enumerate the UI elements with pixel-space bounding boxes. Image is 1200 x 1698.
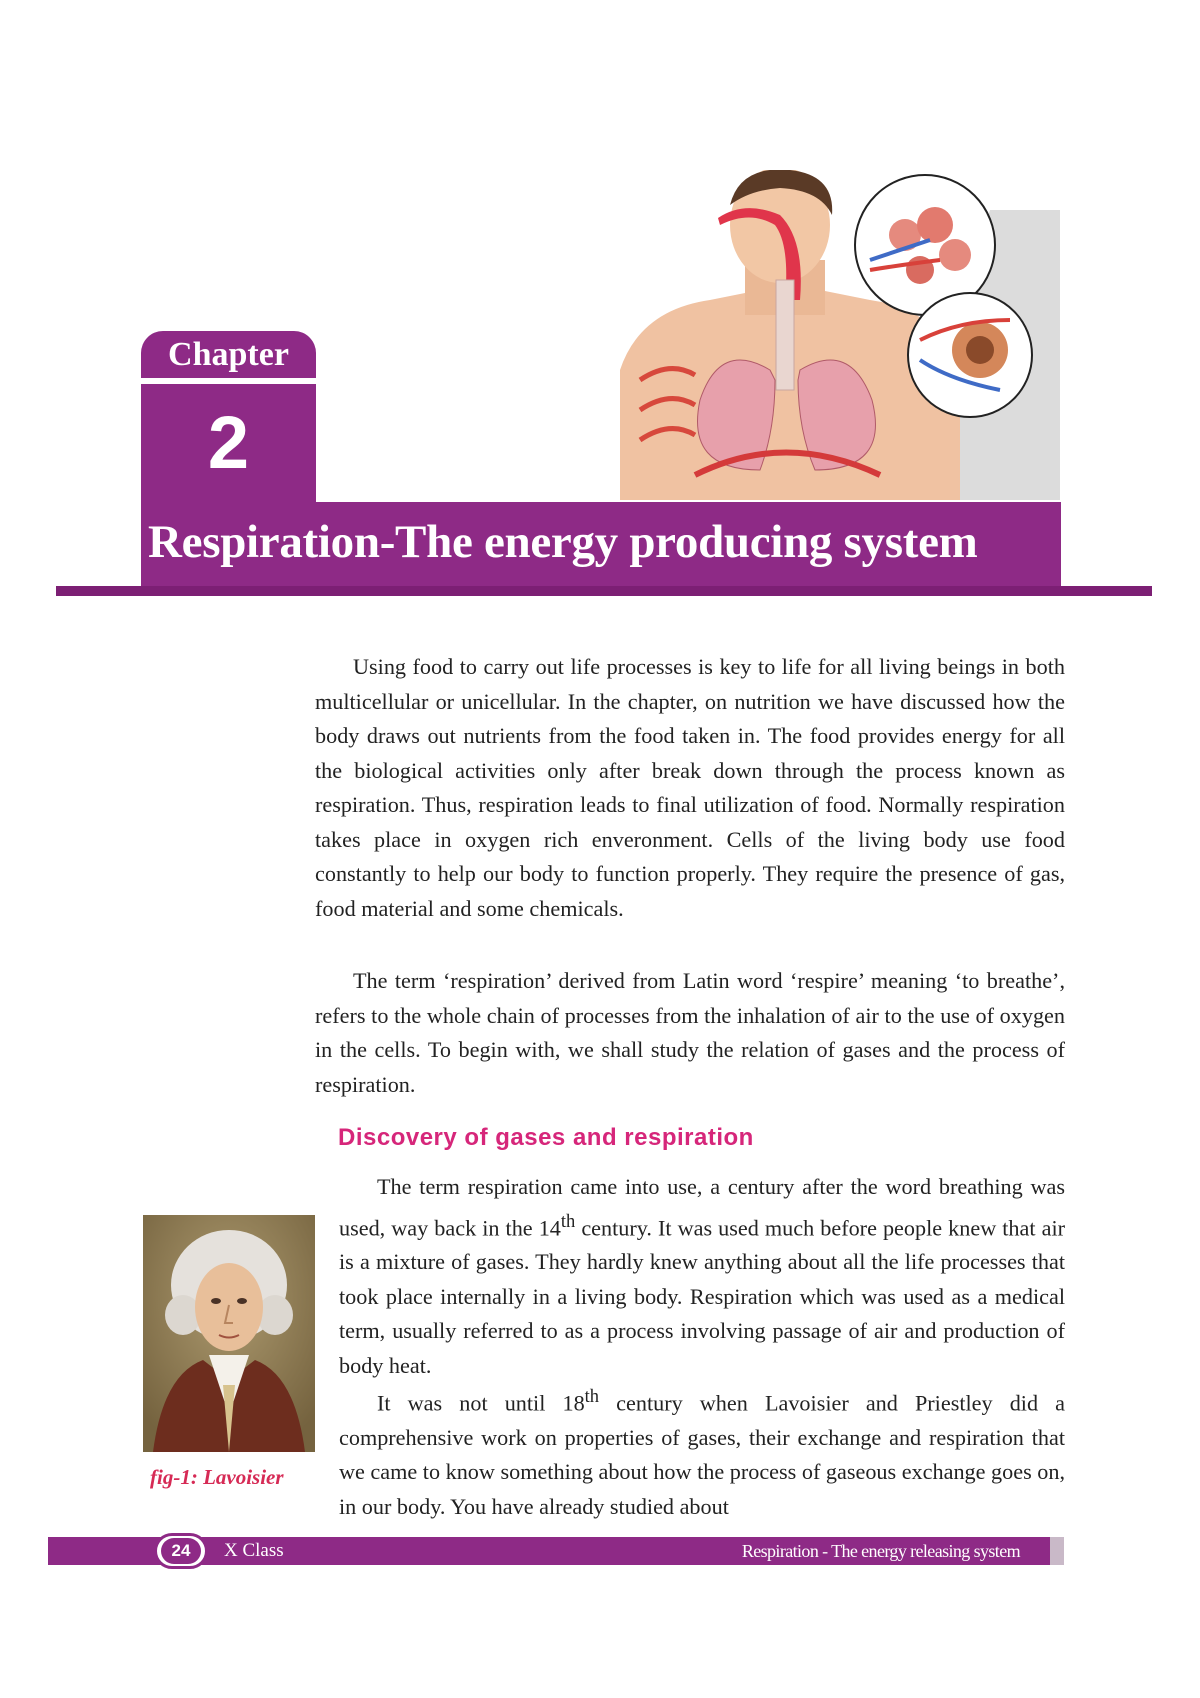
chapter-label: Chapter <box>141 331 316 378</box>
intro-paragraph-2: The term ‘respiration’ derived from Latin word ‘respire’ meaning ‘to breathe’, refers to the whole chain of processes from the inhalation of air to the use of oxygen in the cells. To begin with, we shall study the relation of gases and the process of respiration. <box>315 968 1065 1097</box>
footer-class-label: X Class <box>224 1540 284 1561</box>
footer-bar-end <box>1050 1537 1064 1565</box>
page-number: 24 <box>161 1538 201 1564</box>
footer-running-title: Respiration - The energy releasing system <box>741 1541 1020 1561</box>
chapter-title: Respiration-The energy producing system <box>148 516 978 568</box>
section-paragraph-2: It was not until 18th century when Lavoisier and Priestley did a comprehensive work on properties of gases, their exchange and respiration that we came to know something about how the process of gaseous exchange goes on, in our body. You have already studied about <box>339 1387 1065 1519</box>
chapter-number: 2 <box>141 384 316 502</box>
section-heading: Discovery of gases and respiration <box>338 1124 754 1151</box>
title-divider <box>56 586 1152 596</box>
section-paragraph-1: The term respiration came into use, a century after the word breathing was used, way back in the 14th century. It was used much before people knew that air is a mixture of gases. They hardly knew anything about all the life processes that took place internally in a living body. Respiration which was used as a medical term, usually referred to as a process involving passage of air and production of body heat. <box>339 1174 1065 1378</box>
intro-paragraph-1: Using food to carry out life processes is key to life for all living beings in both multicellular or unicellular. In the chapter, on nutrition we have discussed how the body draws out nutrients from the food taken in. The food provides energy for all the biological activities only after break down through the process known as respiration. Thus, respiration leads to final utilization of food. Normally respiration takes place in oxygen rich enveronment. Cells of the living body use food constantly to help our body to function properly. They require the presence of gas, food material and some chemicals. <box>315 654 1065 921</box>
page-number-badge <box>154 1533 208 1569</box>
lavoisier-portrait <box>143 1215 315 1452</box>
respiratory-system-illustration <box>600 170 1060 500</box>
figure-caption: fig-1: Lavoisier <box>150 1465 284 1489</box>
